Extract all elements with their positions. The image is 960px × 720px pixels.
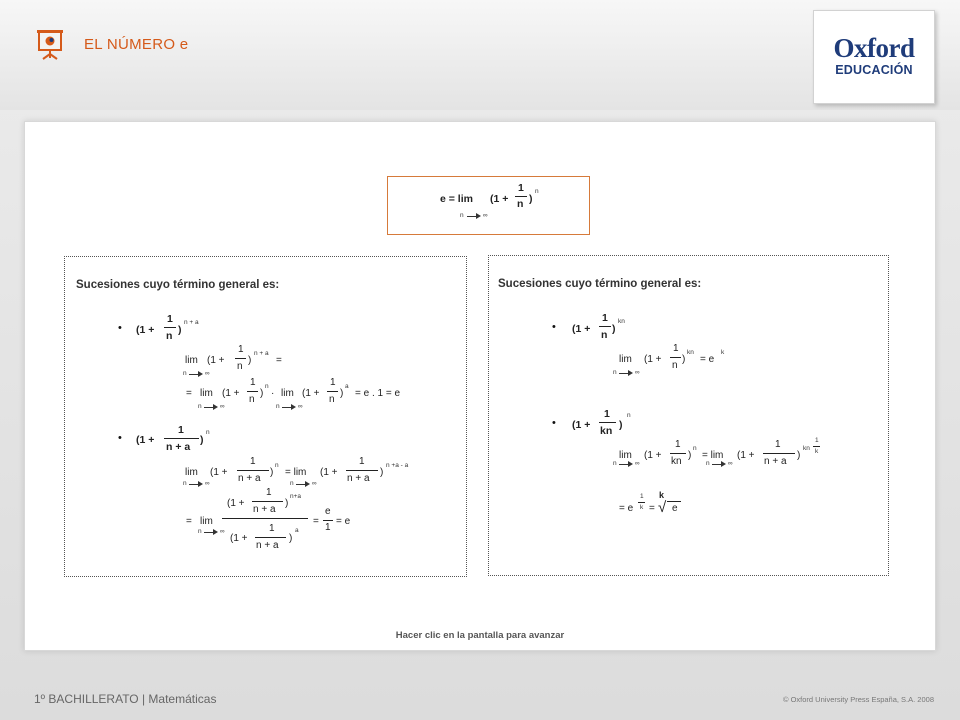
r2a-close2: ) (797, 450, 801, 461)
l1b-arrow2-icon (282, 407, 294, 408)
r2a-arrow1-icon (619, 464, 631, 465)
l2a-sub-inf2: ∞ (312, 480, 317, 487)
l2b-top-num: 1 (266, 487, 272, 498)
definition-formula-box (387, 176, 590, 235)
l2a-num2: 1 (359, 456, 365, 467)
left-item1-exp: n + a (184, 319, 199, 326)
r2a-sub-n2: n (706, 460, 710, 467)
l2a-sub-inf1: ∞ (205, 480, 210, 487)
l2a-open1: (1 + (210, 467, 228, 478)
l1a-num: 1 (238, 344, 244, 355)
l1b-exp1: n (265, 383, 269, 390)
right-item1-num: 1 (602, 312, 608, 324)
l1a-close: ) (248, 355, 252, 366)
r1a-den: n (672, 360, 678, 371)
r2a-exp1: n (693, 445, 697, 452)
left-item2-open: (1 + (136, 434, 155, 446)
l1b-den1: n (249, 394, 255, 405)
l1b-bar2 (327, 391, 338, 392)
left-item2-den: n + a (166, 441, 191, 453)
footer-copyright: © Oxford University Press España, S.A. 2008 (782, 695, 934, 704)
l2a-exp1: n (275, 462, 279, 469)
right-item2-den: kn (600, 425, 613, 437)
def-sub-n: n (460, 212, 464, 219)
r2a-exp2-bar (813, 446, 820, 447)
r2a-den1: kn (671, 456, 682, 467)
r2b-exp-bar (638, 502, 645, 503)
l2b-bot-open: (1 + (230, 533, 248, 544)
l2a-arrow2-icon (296, 484, 308, 485)
l1b-eq: = (186, 388, 192, 399)
r2a-bar2 (763, 453, 795, 454)
r2b-root-icon: √ (658, 499, 667, 516)
def-close: ) (529, 193, 533, 205)
right-item2-close: ) (619, 419, 623, 431)
l1b-arrow1-icon (204, 407, 216, 408)
footer-course: 1º BACHILLERATO | Matemáticas (34, 692, 217, 706)
l2b-res-bar (323, 520, 333, 521)
l2b-top-den: n + a (253, 504, 276, 515)
l2a-close2: ) (380, 467, 384, 478)
left-item1-close: ) (178, 324, 182, 336)
r2a-exp2-num: 1 (815, 437, 819, 444)
r2a-exp2-den: k (815, 448, 819, 455)
left-item2-num: 1 (178, 424, 184, 436)
l1b-open2: (1 + (302, 388, 320, 399)
r1a-sub-n: n (613, 369, 617, 376)
l2a-open2: (1 + (320, 467, 338, 478)
l2a-arrow1-icon (189, 484, 201, 485)
l2b-top-open: (1 + (227, 498, 245, 509)
def-den: n (517, 198, 524, 210)
l1b-num2: 1 (330, 377, 336, 388)
r2a-eq: = lim (702, 450, 724, 461)
r1a-result-exp: k (721, 349, 725, 356)
r1a-exp: kn (687, 349, 694, 356)
left-item1-open: (1 + (136, 324, 155, 336)
page-title: EL NÚMERO e (84, 36, 189, 53)
l2a-bar2 (346, 470, 378, 471)
def-exp: n (535, 188, 539, 195)
r2a-den2: n + a (764, 456, 787, 467)
l1b-close1: ) (260, 388, 264, 399)
r2a-num2: 1 (775, 439, 781, 450)
l2b-top-bar (252, 501, 283, 502)
r2b-root-bar (667, 501, 681, 502)
l2a-num1: 1 (250, 456, 256, 467)
right-item2-exp: n (627, 412, 631, 419)
left-heading: Sucesiones cuyo término general es: (76, 279, 280, 291)
def-arrow-icon (467, 216, 479, 217)
r2a-arrow2-icon (712, 464, 724, 465)
left-item1-num: 1 (167, 313, 173, 325)
left-item2-bar (164, 438, 199, 439)
right-heading: Sucesiones cuyo término general es: (498, 278, 702, 290)
l1a-sub-n: n (183, 370, 187, 377)
l2b-eq: = (186, 516, 192, 527)
l2b-eq2: = (313, 516, 319, 527)
right-item2-bullet: • (552, 417, 556, 429)
r2b-eq2: = (649, 503, 655, 514)
l1a-den: n (237, 361, 243, 372)
l2a-eq: = lim (285, 467, 307, 478)
r2a-close1: ) (688, 450, 692, 461)
l2b-top-exp: n+a (290, 493, 302, 500)
def-fraction-bar (515, 196, 527, 197)
l2a-den1: n + a (238, 473, 261, 484)
l1a-arrow-icon (189, 374, 201, 375)
r1a-arrow-icon (619, 373, 631, 374)
l1b-lim2: lim (281, 388, 294, 399)
def-open: (1 + (490, 193, 509, 205)
l1a-lim: lim (185, 355, 198, 366)
r2a-sub-n1: n (613, 460, 617, 467)
left-item2-bullet: • (118, 432, 122, 444)
left-item1-den: n (166, 330, 173, 342)
l2b-arrow-icon (204, 532, 216, 533)
r1a-result: = e (700, 354, 715, 365)
l1a-bar (235, 358, 246, 359)
r2a-bar1 (670, 453, 686, 454)
l1b-open1: (1 + (222, 388, 240, 399)
l1b-result: = e . 1 = e (355, 388, 401, 399)
presentation-board-icon (36, 28, 64, 60)
r2a-sub-inf2: ∞ (728, 460, 733, 467)
l2a-sub-n2: n (290, 480, 294, 487)
right-item2-num: 1 (604, 408, 610, 420)
l1a-eq: = (276, 355, 282, 366)
l2a-den2: n + a (347, 473, 370, 484)
r2b-exp-den: k (640, 504, 644, 511)
l2b-result: = e (336, 516, 351, 527)
l2b-sub-inf: ∞ (220, 528, 225, 535)
def-num: 1 (518, 182, 524, 194)
l2a-close1: ) (270, 467, 274, 478)
r2a-open2: (1 + (737, 450, 755, 461)
r2b-radicand: e (672, 503, 678, 514)
l2a-exp2: n +a - a (386, 462, 409, 469)
l1b-sub-inf2: ∞ (298, 403, 303, 410)
l1b-close2: ) (340, 388, 344, 399)
right-item1-open: (1 + (572, 323, 591, 335)
r1a-close: ) (682, 354, 686, 365)
l2b-res-num: e (325, 506, 331, 517)
l1a-exp: n + a (254, 350, 269, 357)
left-item2-exp: n (206, 429, 210, 436)
right-item1-exp: kn (618, 318, 625, 325)
r2a-exp2: kn (803, 445, 810, 452)
l2a-bar1 (237, 470, 269, 471)
l2b-bot-exp: a (295, 527, 299, 534)
right-item1-close: ) (612, 323, 616, 335)
r2a-num1: 1 (675, 439, 681, 450)
l1b-exp2: a (345, 383, 349, 390)
l1b-sub-n1: n (198, 403, 202, 410)
l1b-sub-n2: n (276, 403, 280, 410)
l2b-top-close: ) (285, 498, 289, 509)
def-sub-inf: ∞ (483, 212, 488, 219)
l2b-bot-num: 1 (269, 523, 275, 534)
right-item2-open: (1 + (572, 419, 591, 431)
right-item1-bar (599, 326, 611, 327)
l2b-lim: lim (200, 516, 213, 527)
r2a-open1: (1 + (644, 450, 662, 461)
left-item1-bar (164, 327, 176, 328)
r1a-lim: lim (619, 354, 632, 365)
right-item1-den: n (601, 329, 608, 341)
left-item2-close: ) (200, 434, 204, 446)
logo-subtitle: EDUCACIÓN (835, 63, 913, 77)
r2a-lim1: lim (619, 450, 632, 461)
l1a-sub-inf: ∞ (205, 370, 210, 377)
right-panel (488, 255, 889, 576)
l1b-den2: n (329, 394, 335, 405)
r1a-num: 1 (673, 343, 679, 354)
left-panel (64, 256, 467, 577)
left-item1-bullet: • (118, 322, 122, 334)
l2b-bot-close: ) (289, 533, 293, 544)
logo-name: Oxford (833, 33, 915, 63)
l2b-bot-bar (255, 537, 286, 538)
l2b-bot-den: n + a (256, 540, 279, 551)
l2b-res-den: 1 (325, 522, 331, 533)
right-item2-bar (599, 422, 616, 423)
l2a-lim1: lim (185, 467, 198, 478)
r2b-root-index: k (659, 490, 665, 500)
oxford-logo (813, 10, 935, 104)
l1b-lim1: lim (200, 388, 213, 399)
def-lhs: e = lim (440, 193, 473, 205)
r2b-exp-num: 1 (640, 493, 644, 500)
advance-hint: Hacer clic en la pantalla para avanzar (395, 630, 565, 641)
r1a-open: (1 + (644, 354, 662, 365)
l1b-sub-inf1: ∞ (220, 403, 225, 410)
l2a-sub-n1: n (183, 480, 187, 487)
r2a-sub-inf1: ∞ (635, 460, 640, 467)
l1b-bar1 (247, 391, 258, 392)
l2b-main-bar (222, 518, 308, 519)
right-item1-bullet: • (552, 321, 556, 333)
r2b-eq: = e (619, 503, 634, 514)
r1a-sub-inf: ∞ (635, 369, 640, 376)
l1a-open: (1 + (207, 355, 225, 366)
r1a-bar (670, 357, 681, 358)
l2b-sub-n: n (198, 528, 202, 535)
l1b-num1: 1 (250, 377, 256, 388)
header-bar (0, 0, 960, 110)
l1b-dot: · (271, 388, 275, 399)
